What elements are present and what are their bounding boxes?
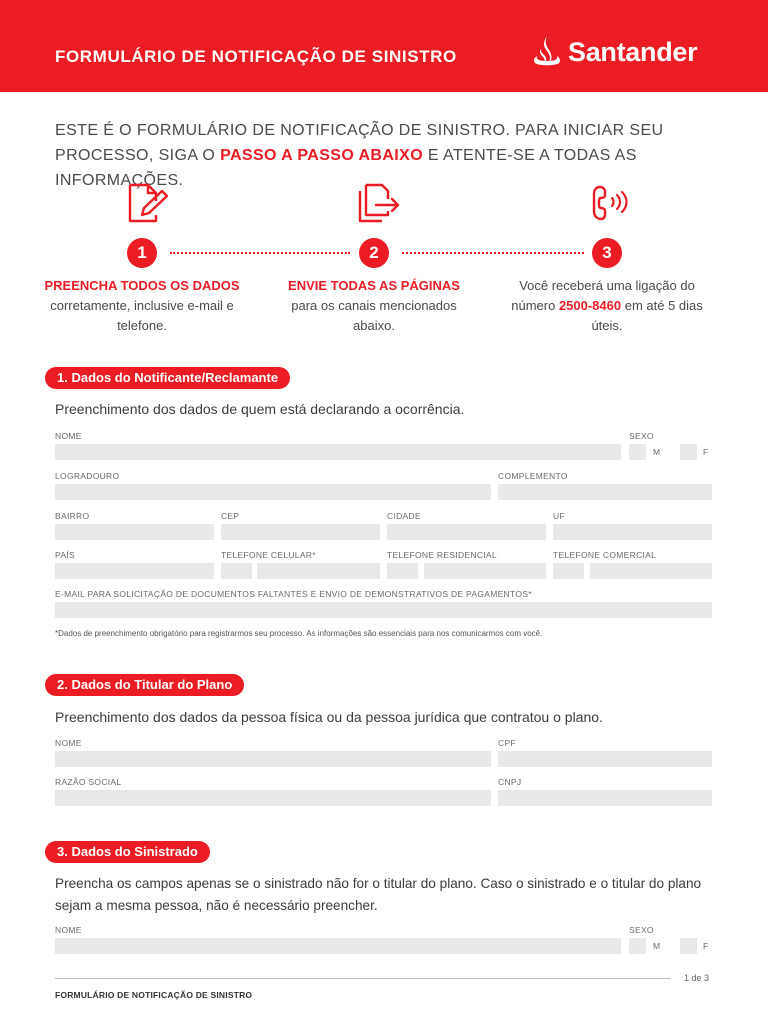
cidade-label: CIDADE: [387, 511, 421, 521]
step-2-number: 2: [359, 238, 389, 268]
uf-label: UF: [553, 511, 565, 521]
send-document-icon: [356, 181, 400, 225]
intro-highlight: PASSO A PASSO ABAIXO: [220, 147, 424, 164]
cpf-label: CPF: [498, 738, 516, 748]
step-connector: [402, 252, 584, 254]
tel-comercial-field[interactable]: [590, 563, 712, 579]
bairro-field[interactable]: [55, 524, 214, 540]
intro-part1: ESTE É O FORMULÁRIO DE NOTIFICAÇÃO DE SINISTRO. PARA INICIAR SEU PROCESSO, SIGA O: [55, 122, 664, 164]
titular-nome-field[interactable]: [55, 751, 491, 767]
cep-label: CEP: [221, 511, 240, 521]
step-1-body: corretamente, inclusive e-mail e telefone.: [50, 298, 234, 333]
nome-label: NOME: [55, 431, 82, 441]
notificante-nome-field[interactable]: [55, 444, 621, 460]
section-1-title: 1. Dados do Notificante/Reclamante: [45, 367, 290, 389]
tel-comercial-ddd-field[interactable]: [553, 563, 584, 579]
logradouro-label: LOGRADOURO: [55, 471, 120, 481]
step-3-body-before: Você receberá uma ligação do número: [511, 278, 695, 313]
cep-field[interactable]: [221, 524, 380, 540]
step-1-highlight: PREENCHA TODOS OS DADOS: [44, 278, 240, 293]
sexo-label: SEXO: [629, 431, 654, 441]
sinistrado-sexo-label: SEXO: [629, 925, 654, 935]
phone-call-icon: [590, 181, 634, 225]
step-1-text: [42, 276, 242, 336]
uf-field[interactable]: [553, 524, 712, 540]
footer-title: FORMULÁRIO DE NOTIFICAÇÃO DE SINISTRO: [55, 990, 253, 1000]
tel-residencial-field[interactable]: [424, 563, 546, 579]
page-number: 1 de 3: [684, 973, 710, 983]
step-3-body-after: em até 5 dias úteis.: [591, 298, 703, 333]
cnpj-label: CNPJ: [498, 777, 522, 787]
intro-part2: E ATENTE-SE A TODAS AS INFORMAÇÕES.: [55, 147, 637, 189]
complemento-label: COMPLEMENTO: [498, 471, 568, 481]
santander-logo: [532, 32, 697, 72]
tel-residencial-ddd-field[interactable]: [387, 563, 418, 579]
step-3-highlight: 2500-8460: [558, 298, 622, 313]
sexo-f-label: F: [703, 447, 709, 457]
email-field[interactable]: [55, 602, 712, 618]
header-bar: [0, 0, 768, 92]
page-title: FORMULÁRIO DE NOTIFICAÇÃO DE SINISTRO: [55, 47, 457, 66]
section-1-description: Preenchimento dos dados de quem está declarando a ocorrência.: [55, 401, 465, 417]
santander-flame-icon: [532, 34, 562, 70]
tel-celular-ddd-field[interactable]: [221, 563, 252, 579]
notificante-sexo-f-checkbox[interactable]: [680, 444, 697, 460]
razao-social-field[interactable]: [55, 790, 491, 806]
titular-nome-label: NOME: [55, 738, 82, 748]
sinistrado-nome-label: NOME: [55, 925, 82, 935]
complemento-field[interactable]: [498, 484, 712, 500]
sinistrado-sexo-f-label: F: [703, 941, 709, 951]
section-2-title: 2. Dados do Titular do Plano: [45, 674, 244, 696]
step-2-body: para os canais mencionados abaixo.: [291, 298, 457, 333]
notificante-sexo-m-checkbox[interactable]: [629, 444, 646, 460]
tel-comercial-label: TELEFONE COMERCIAL: [553, 550, 657, 560]
step-3-number: 3: [592, 238, 622, 268]
sinistrado-sexo-m-label: M: [653, 941, 661, 951]
step-2-highlight: ENVIE TODAS AS PÁGINAS: [288, 278, 460, 293]
tel-celular-label: TELEFONE CELULAR*: [221, 550, 316, 560]
sexo-m-label: M: [653, 447, 661, 457]
sinistrado-sexo-m-checkbox[interactable]: [629, 938, 646, 954]
razao-social-label: RAZÃO SOCIAL: [55, 777, 122, 787]
section-2-description: Preenchimento dos dados da pessoa física ou da pessoa jurídica que contratou o plano.: [55, 709, 603, 725]
required-footnote: *Dados de preenchimento obrigatório para registrarmos seu processo. As informações são essenciais para nos comunicarmos com você.: [55, 629, 543, 638]
cnpj-field[interactable]: [498, 790, 712, 806]
logradouro-field[interactable]: [55, 484, 491, 500]
logo-wordmark: Santander: [568, 36, 698, 67]
edit-document-icon: [124, 181, 168, 225]
tel-celular-field[interactable]: [257, 563, 380, 579]
sinistrado-sexo-f-checkbox[interactable]: [680, 938, 697, 954]
step-3-text: [507, 276, 707, 336]
pais-field[interactable]: [55, 563, 214, 579]
email-label: E-MAIL PARA SOLICITAÇÃO DE DOCUMENTOS FALTANTES E ENVIO DE DEMONSTRATIVOS DE PAGAMENTOS*: [55, 589, 532, 599]
bairro-label: BAIRRO: [55, 511, 90, 521]
pais-label: PAÍS: [55, 550, 75, 560]
sinistrado-nome-field[interactable]: [55, 938, 621, 954]
cpf-field[interactable]: [498, 751, 712, 767]
tel-residencial-label: TELEFONE RESIDENCIAL: [387, 550, 497, 560]
footer-divider: [55, 978, 671, 979]
step-2-text: [274, 276, 474, 336]
step-1-number: 1: [127, 238, 157, 268]
section-3-description: Preencha os campos apenas se o sinistrado não for o titular do plano. Caso o sinistrado e o titular do plano sejam a mesma pessoa, não é necessário preencher.: [55, 876, 702, 913]
section-3-title: 3. Dados do Sinistrado: [45, 841, 210, 863]
step-connector: [170, 252, 350, 254]
cidade-field[interactable]: [387, 524, 546, 540]
